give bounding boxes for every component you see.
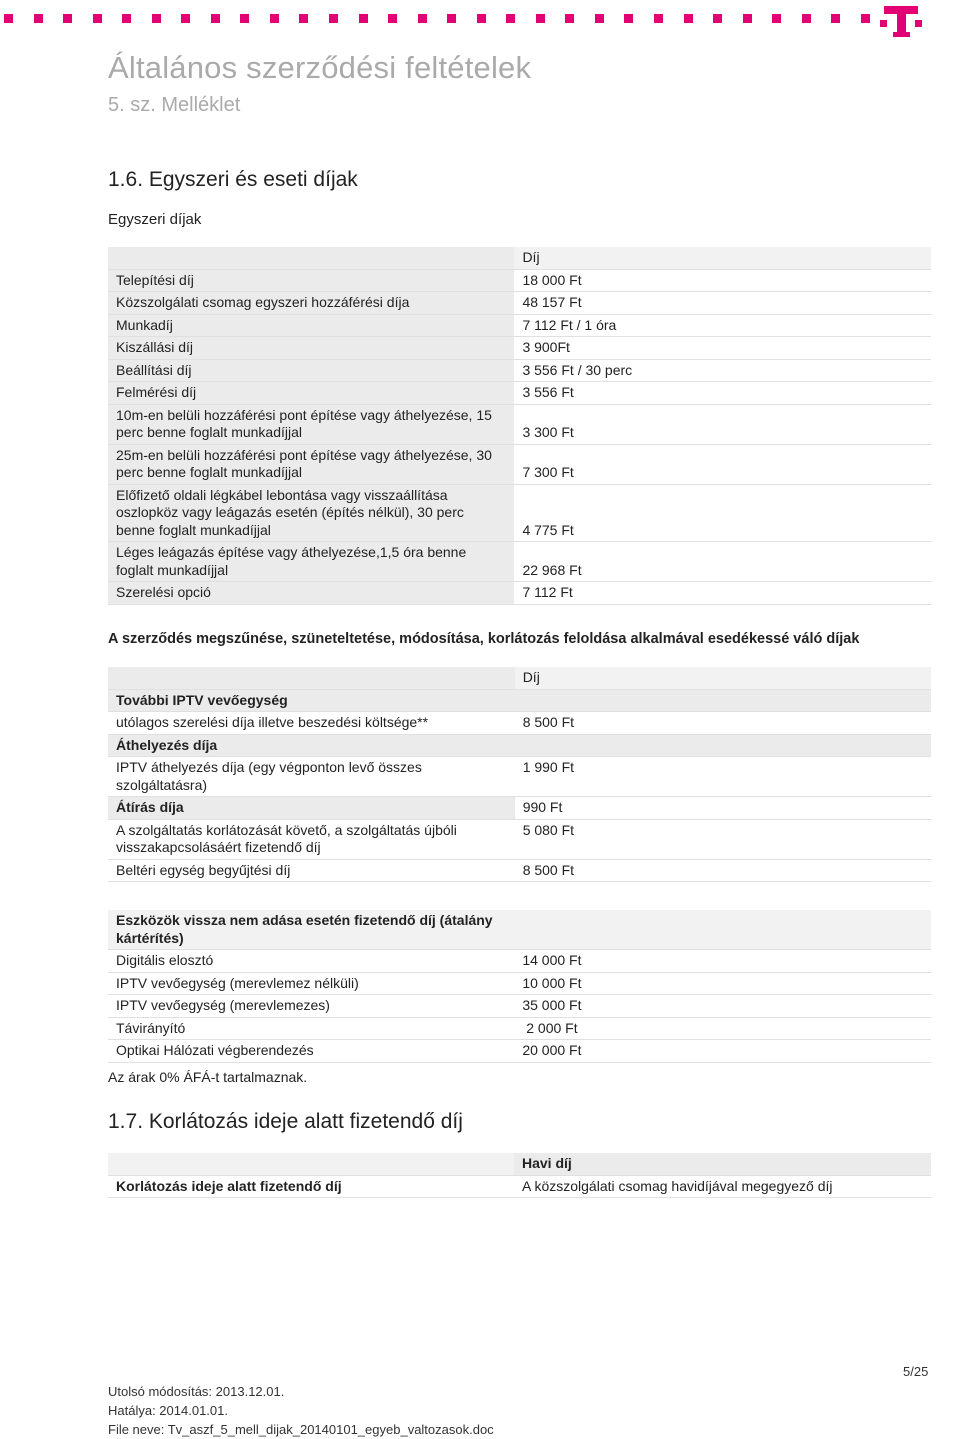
table-row — [108, 689, 931, 712]
table-row — [108, 995, 931, 1018]
table-header-row — [108, 247, 931, 269]
table-header-row — [108, 667, 931, 689]
fee-value — [515, 734, 931, 757]
fee-name: IPTV áthelyezés díja (egy végponton levő összes szolgáltatásra) — [108, 757, 515, 797]
table-header-cell — [108, 667, 515, 689]
table-row — [108, 1017, 931, 1040]
vat-note: Az árak 0% ÁFÁ-t tartalmaznak. — [108, 1069, 308, 1085]
fee-value: 7 300 Ft — [514, 444, 931, 484]
table-row — [108, 292, 931, 315]
one-time-fees-table — [108, 247, 931, 605]
fee-value: 8 500 Ft — [515, 859, 931, 882]
table-row — [108, 757, 931, 797]
device-fee: 10 000 Ft — [514, 972, 931, 995]
section-16-title: 1.6. Egyszeri és eseti díjak — [108, 168, 358, 191]
table-row — [108, 819, 931, 859]
device-name: IPTV vevőegység (merevlemezes) — [108, 995, 514, 1018]
fee-name: A szolgáltatás korlátozását követő, a szolgáltatás újbóli visszakapcsolásáért fizetendő díj — [108, 819, 515, 859]
fee-name: utólagos szerelési díja illetve beszedési költsége** — [108, 712, 515, 735]
footer-modified: Utolsó módosítás: 2013.12.01. — [108, 1384, 285, 1399]
page-number: 5/25 — [903, 1364, 929, 1379]
fee-name: Előfizető oldali légkábel lebontása vagy visszaállítása oszlopköz vagy leágazás esetén (építés nélkül), 30 perc benne foglalt munkadíjjal — [108, 484, 514, 542]
fee-value: 22 968 Ft — [514, 542, 931, 582]
table-header-row — [108, 1153, 931, 1175]
fee-name: Beállítási díj — [108, 359, 514, 382]
fee-name: Közszolgálati csomag egyszeri hozzáférési díja — [108, 292, 514, 315]
fee-name: Korlátozás ideje alatt fizetendő díj — [108, 1175, 514, 1198]
table-row — [108, 734, 931, 757]
restriction-fee-table — [108, 1153, 931, 1198]
fee-name: Szerelési opció — [108, 582, 514, 605]
table-row — [108, 582, 931, 605]
table-row — [108, 269, 931, 292]
fee-value: 3 300 Ft — [514, 404, 931, 444]
table-row — [108, 797, 931, 820]
fee-group-name: Átírás díja — [108, 797, 515, 820]
fee-name: Felmérési díj — [108, 382, 514, 405]
fee-name: 25m-en belüli hozzáférési pont építése vagy áthelyezése, 30 perc benne foglalt munkadíjjal — [108, 444, 514, 484]
fee-name: Kiszállási díj — [108, 337, 514, 360]
section-17-title: 1.7. Korlátozás ideje alatt fizetendő díj — [108, 1110, 463, 1133]
table-row — [108, 1040, 931, 1063]
fee-name: Telepítési díj — [108, 269, 514, 292]
fee-value: A közszolgálati csomag havidíjával megegyező díj — [514, 1175, 931, 1198]
table-row — [108, 382, 931, 405]
fee-value: 7 112 Ft — [514, 582, 931, 605]
footer-effective: Hatálya: 2014.01.01. — [108, 1403, 228, 1418]
fee-value: 990 Ft — [515, 797, 931, 820]
table-header-cell — [108, 247, 514, 269]
table-header-cell: Díj — [515, 667, 931, 689]
table-row — [108, 314, 931, 337]
fee-value — [515, 689, 931, 712]
device-fee: 14 000 Ft — [514, 950, 931, 973]
device-fee: 2 000 Ft — [514, 1017, 931, 1040]
table-header-row — [108, 910, 931, 950]
document-subtitle: 5. sz. Melléklet — [108, 94, 241, 116]
fee-value: 3 900Ft — [514, 337, 931, 360]
device-name: Digitális elosztó — [108, 950, 514, 973]
fee-name: Beltéri egység begyűjtési díj — [108, 859, 515, 882]
fee-name: Léges leágazás építése vagy áthelyezése,1,5 óra benne foglalt munkadíjjal — [108, 542, 514, 582]
table-row — [108, 542, 931, 582]
table-row — [108, 1175, 931, 1198]
device-name: IPTV vevőegység (merevlemez nélküli) — [108, 972, 514, 995]
fee-group-name: Áthelyezés díja — [108, 734, 515, 757]
section-16-subtitle: Egyszeri díjak — [108, 211, 202, 228]
table-header-cell — [108, 1153, 514, 1175]
device-name: Optikai Hálózati végberendezés — [108, 1040, 514, 1063]
table-header-cell: Díj — [514, 247, 931, 269]
termination-fees-heading: A szerződés megszűnése, szüneteltetése, módosítása, korlátozás feloldása alkalmával esedékessé váló díjak — [108, 631, 860, 647]
fee-value: 3 556 Ft — [514, 382, 931, 405]
fee-value: 4 775 Ft — [514, 484, 931, 542]
fee-value: 7 112 Ft / 1 óra — [514, 314, 931, 337]
table-row — [108, 404, 931, 444]
table-row — [108, 950, 931, 973]
fee-name: Munkadíj — [108, 314, 514, 337]
brand-bar — [0, 0, 960, 40]
fee-value: 18 000 Ft — [514, 269, 931, 292]
table-header-cell: Eszközök vissza nem adása esetén fizetendő díj (átalány kártérítés) — [108, 910, 514, 950]
fee-value: 5 080 Ft — [515, 819, 931, 859]
fee-value: 48 157 Ft — [514, 292, 931, 315]
fee-value: 1 990 Ft — [515, 757, 931, 797]
document-title: Általános szerződési feltételek — [108, 50, 532, 85]
table-row — [108, 972, 931, 995]
fee-name: 10m-en belüli hozzáférési pont építése vagy áthelyezése, 15 perc benne foglalt munkadíjjal — [108, 404, 514, 444]
table-row — [108, 359, 931, 382]
footer-filename: File neve: Tv_aszf_5_mell_dijak_20140101_egyeb_valtozasok.doc — [108, 1422, 494, 1437]
table-header-cell: Havi díj — [514, 1153, 931, 1175]
table-row — [108, 484, 931, 542]
table-row — [108, 337, 931, 360]
fee-value: 3 556 Ft / 30 perc — [514, 359, 931, 382]
table-row — [108, 859, 931, 882]
table-row — [108, 444, 931, 484]
device-name: Távirányító — [108, 1017, 514, 1040]
device-fee: 35 000 Ft — [514, 995, 931, 1018]
termination-fees-table — [108, 667, 931, 882]
fee-group-name: További IPTV vevőegység — [108, 689, 515, 712]
table-row — [108, 712, 931, 735]
telekom-t-logo-icon — [880, 0, 922, 40]
brand-dots — [4, 14, 870, 24]
equipment-compensation-table — [108, 910, 931, 1063]
table-header-cell — [514, 910, 931, 950]
fee-value: 8 500 Ft — [515, 712, 931, 735]
device-fee: 20 000 Ft — [514, 1040, 931, 1063]
